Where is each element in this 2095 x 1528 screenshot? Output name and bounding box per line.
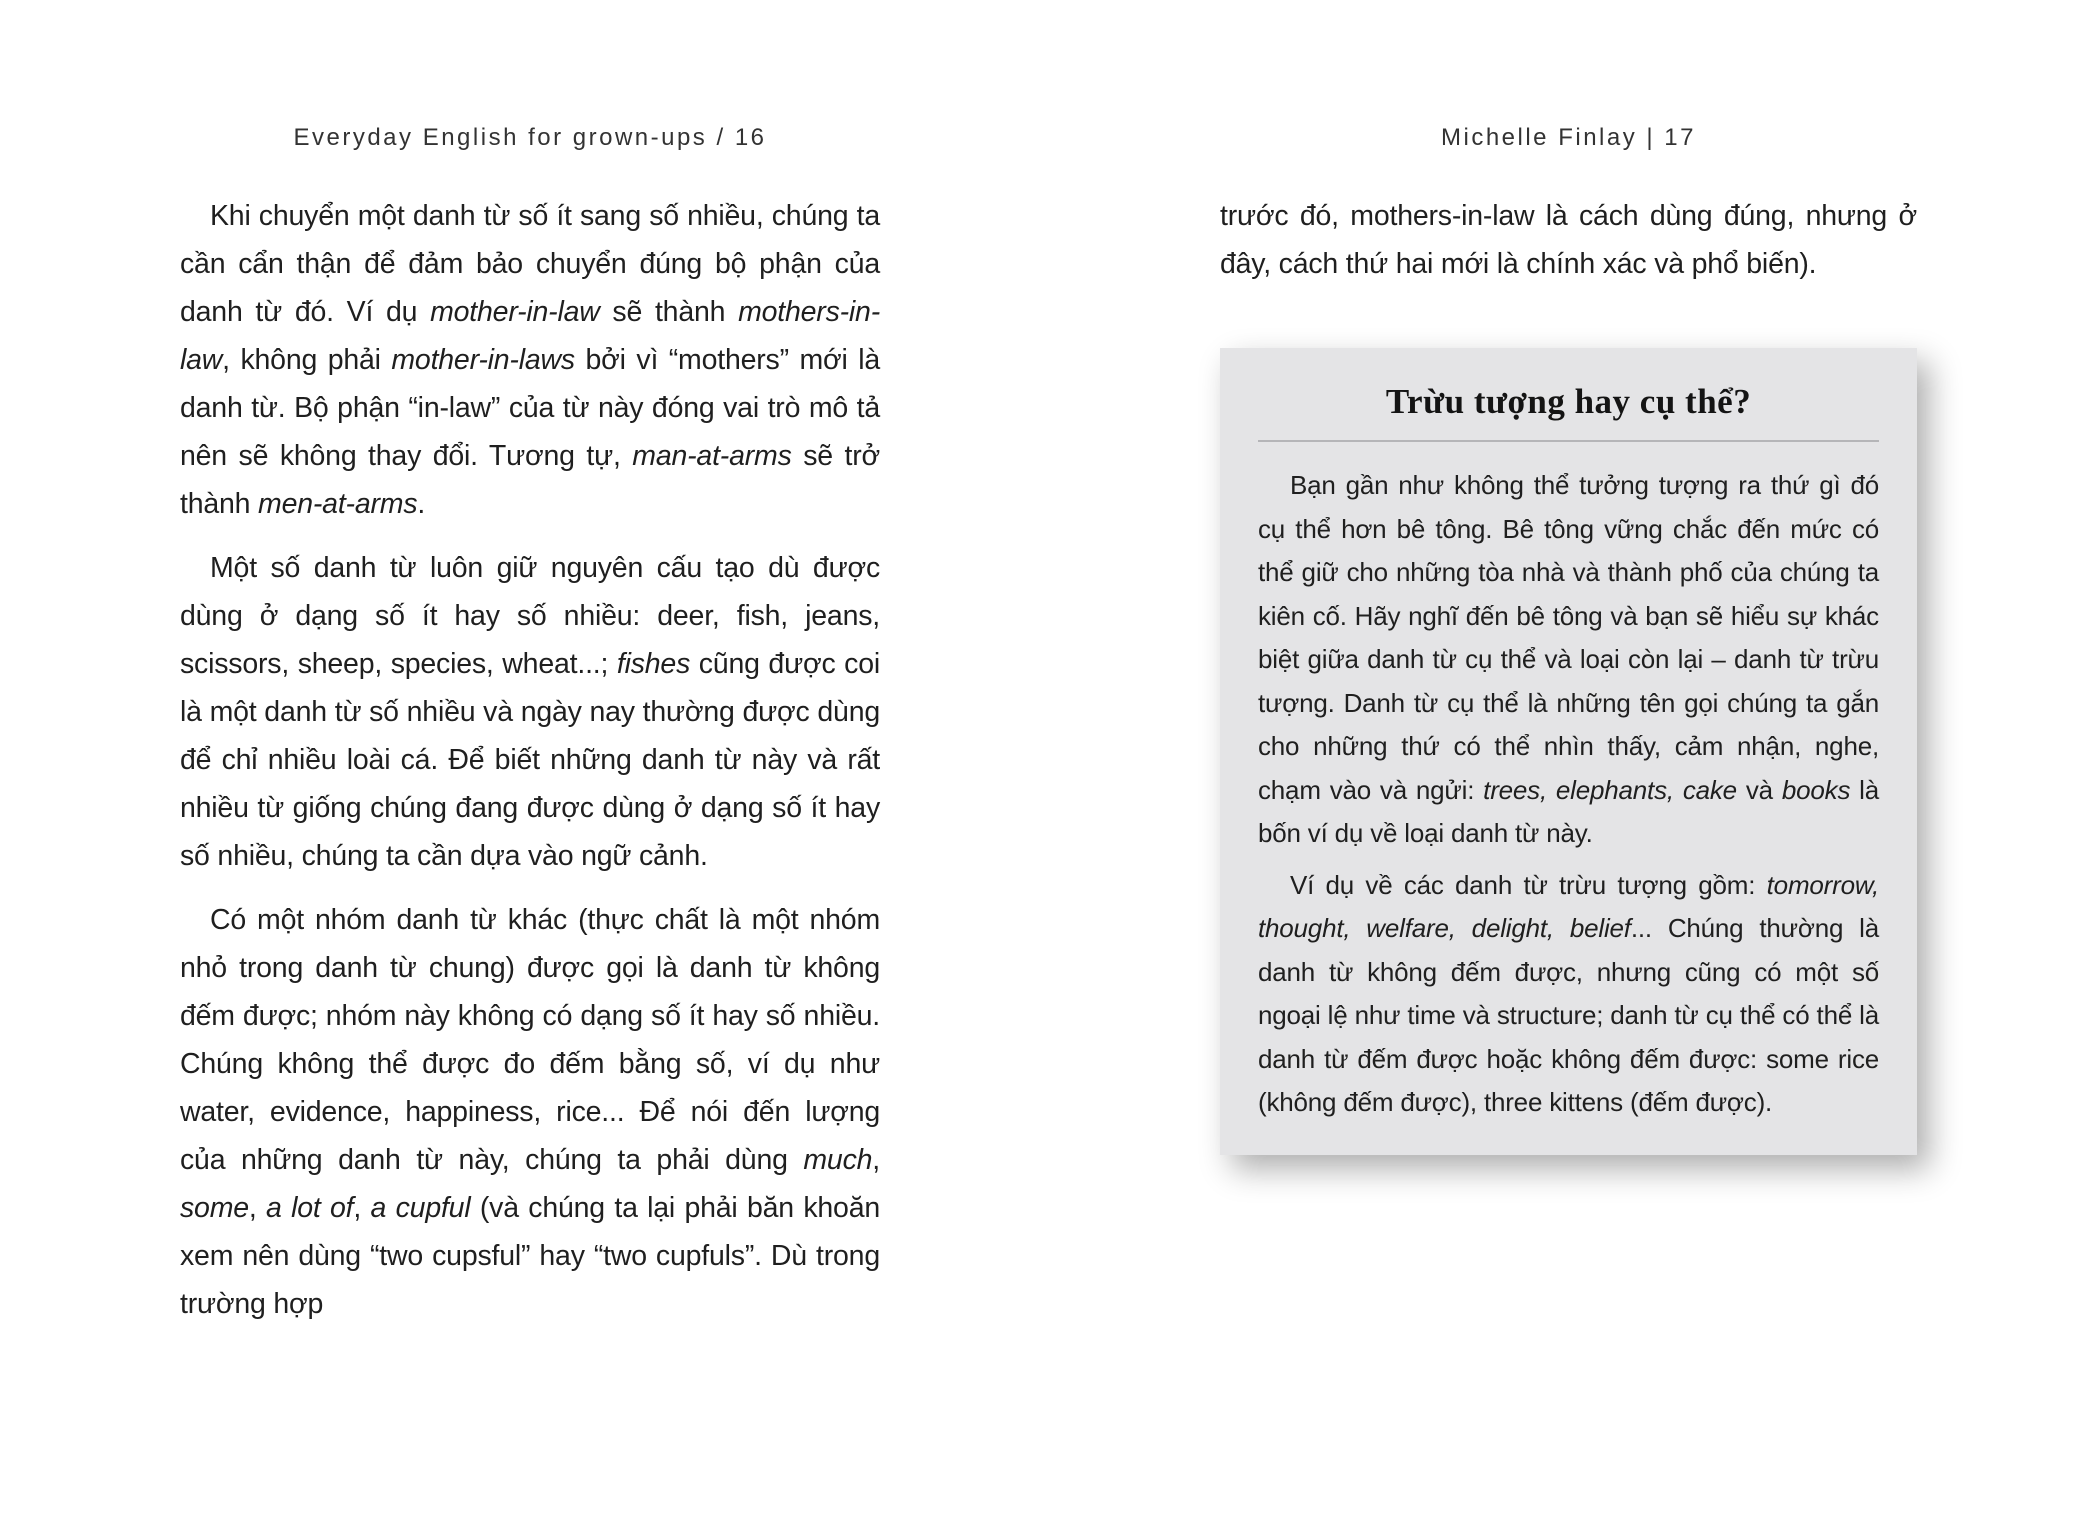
text-run: Khi chuyển một danh từ số ít sang số nhiều, chúng ta cần cẩn thận để đảm bảo chuyển đúng bộ phận của danh từ đó. Ví dụ	[180, 200, 880, 328]
text-run: mother-in-law	[430, 296, 600, 328]
text-run: ... Chúng thường là danh từ không đếm được, nhưng cũng có một số ngoại lệ như time và structure; danh từ cụ thể có thể là danh từ đếm được hoặc không đếm được: some rice (không đếm được), three kittens (đếm được).	[1258, 913, 1879, 1117]
text-run: trees, elephants, cake	[1483, 774, 1737, 805]
paragraph	[180, 544, 880, 880]
text-run: .	[417, 488, 426, 520]
paragraph	[180, 896, 880, 1328]
text-run: Ví dụ về các danh từ trừu tượng gồm:	[1290, 869, 1767, 900]
right-running-header: Michelle Finlay | 17	[1441, 124, 1696, 151]
right-page	[1220, 0, 1917, 1528]
text-run: ,	[248, 1192, 267, 1224]
text-run: much	[803, 1144, 873, 1176]
text-run: (và chúng ta lại phải băn khoăn xem nên dùng “two cupsful” hay “two cupfuls”. Dù trong trường hợp	[180, 1192, 880, 1320]
text-run: , không phải	[222, 344, 392, 376]
text-run: Có một nhóm danh từ khác (thực chất là một nhóm nhỏ trong danh từ chung) được gọi là danh từ không đếm được; nhóm này không có dạng số ít hay số nhiều. Chúng không thể được đo đếm bằng số, ví dụ như water, evidence, happiness, rice... Để nói đến lượng của những danh từ này, chúng ta phải dùng	[180, 904, 880, 1176]
text-run: sẽ thành	[599, 296, 739, 328]
paragraph	[180, 192, 880, 528]
right-text-column	[1220, 192, 1917, 1155]
callout-paragraph	[1258, 864, 1879, 1125]
callout-paragraph	[1258, 464, 1879, 856]
text-run: ,	[353, 1192, 371, 1224]
paragraph	[1220, 192, 1917, 288]
left-page	[180, 0, 880, 1528]
text-run: bởi vì “mothers” mới là danh từ. Bộ phận “in-law” của từ này đóng vai trò mô tả nên sẽ không thay đổi. Tương tự,	[180, 344, 880, 472]
text-run: fishes	[616, 648, 691, 680]
text-run: sẽ trở thành	[180, 440, 880, 520]
callout-box	[1220, 348, 1917, 1155]
text-run: ,	[872, 1144, 880, 1176]
text-run: là bốn ví dụ về loại danh từ này.	[1258, 774, 1880, 848]
text-run: a cupful	[370, 1192, 471, 1224]
text-run: mother-in-laws	[391, 344, 575, 376]
text-run: a lot of	[266, 1192, 354, 1224]
text-run: Một số danh từ luôn giữ nguyên cấu tạo dù được dùng ở dạng số ít hay số nhiều: deer, fish, jeans, scissors, sheep, species, wheat...;	[180, 552, 880, 680]
text-run: trước đó, mothers-in-law là cách dùng đúng, nhưng ở đây, cách thứ hai mới là chính xác và phổ biến).	[1220, 200, 1917, 280]
text-run: some	[180, 1192, 249, 1224]
text-run: cũng được coi là một danh từ số nhiều và ngày nay thường được dùng để chỉ nhiều loài cá. Để biết những danh từ này và rất nhiều từ giống chúng đang được dùng ở dạng số ít hay số nhiều, chúng ta cần dựa vào ngữ cảnh.	[180, 648, 880, 872]
callout-divider	[1258, 440, 1879, 442]
text-run: man-at-arms	[632, 440, 792, 472]
callout-title: Trừu tượng hay cụ thể?	[1385, 382, 1752, 421]
left-running-header: Everyday English for grown-ups / 16	[293, 124, 767, 151]
text-run: books	[1781, 774, 1851, 805]
text-run: tomorrow, thought, welfare, delight, belief	[1258, 869, 1879, 943]
text-run: Bạn gần như không thể tưởng tượng ra thứ gì đó cụ thể hơn bê tông. Bê tông vững chắc đến mức có thể giữ cho những tòa nhà và thành phố của chúng ta kiên cố. Hãy nghĩ đến bê tông và bạn sẽ hiểu sự khác biệt giữa danh từ cụ thể và loại còn lại – danh từ trừu tượng. Danh từ cụ thể là những tên gọi chúng ta gắn cho những thứ có thể nhìn thấy, cảm nhận, nghe, chạm vào và ngửi:	[1258, 470, 1879, 805]
text-run: mothers-in-law	[180, 296, 880, 376]
text-run: men-at-arms	[258, 488, 418, 520]
text-run: và	[1736, 774, 1782, 805]
left-text-column	[180, 192, 880, 1328]
